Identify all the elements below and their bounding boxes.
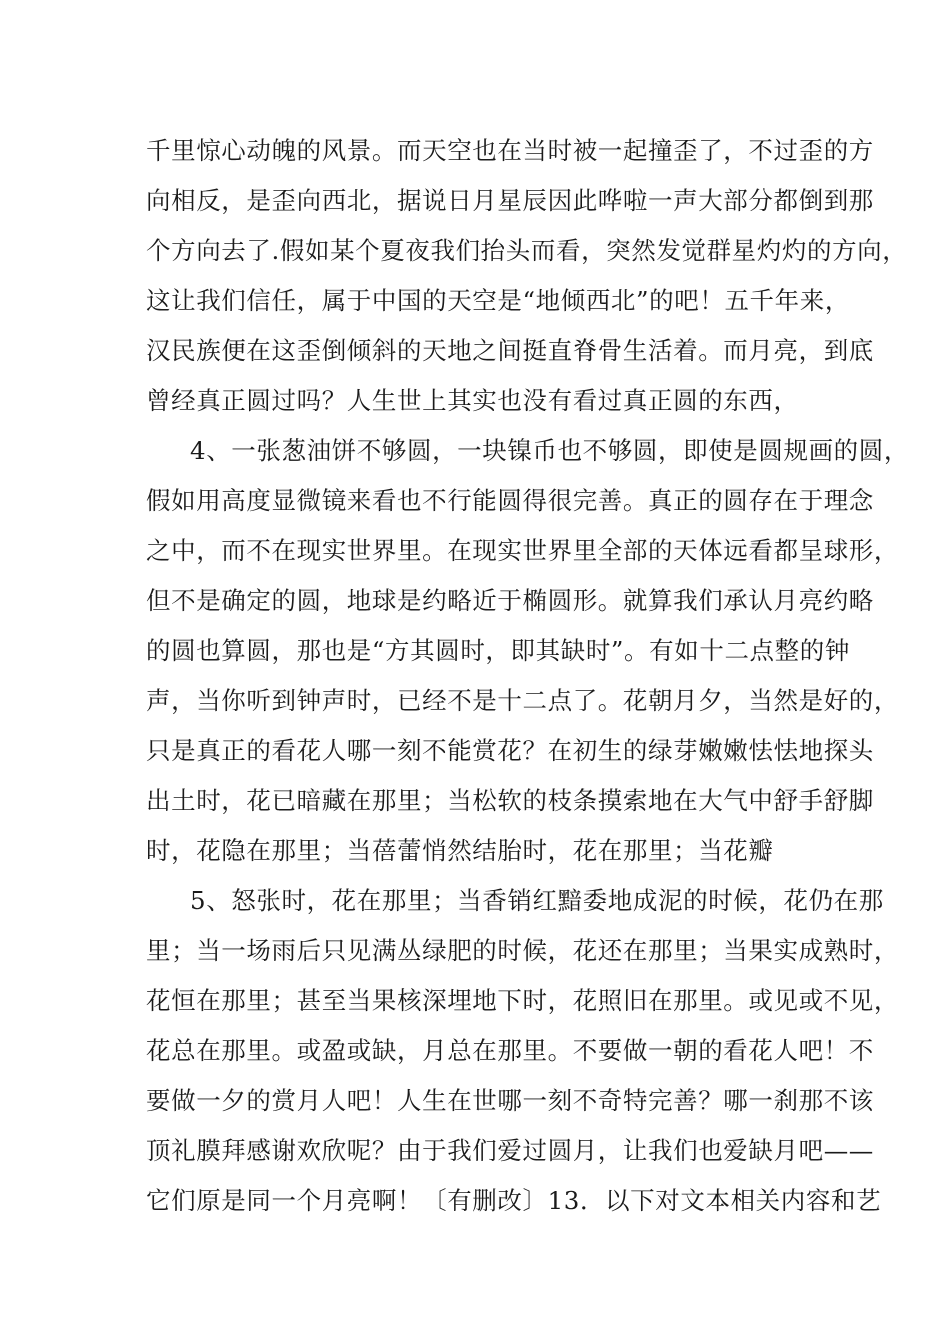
text-line: 汉民族便在这歪倒倾斜的天地之间挺直脊骨生活着。而月亮，到底 (146, 336, 874, 365)
text-line: 的圆也算圆，那也是“方其圆时，即其缺时”。有如十二点整的钟 (146, 636, 850, 665)
text-line: 它们原是同一个月亮啊！〔有删改〕13．以下对文本相关内容和艺 (146, 1186, 882, 1215)
text-line: 假如用高度显微镜来看也不行能圆得很完善。真正的圆存在于理念 (146, 486, 874, 515)
text-line: 花恒在那里；甚至当果核深埋地下时，花照旧在那里。或见或不见， (146, 986, 899, 1015)
text-line: 只是真正的看花人哪一刻不能赏花？在初生的绿芽嫩嫩怯怯地探头 (146, 736, 874, 765)
text-line: 顶礼膜拜感谢欢欣呢？由于我们爱过圆月，让我们也爱缺月吧—— (146, 1136, 874, 1165)
text-line: 花总在那里。或盈或缺，月总在那里。不要做一朝的看花人吧！不 (146, 1036, 874, 1065)
text-line: 里；当一场雨后只见满丛绿肥的时候，花还在那里；当果实成熟时， (146, 936, 899, 965)
text-line: 声，当你听到钟声时，已经不是十二点了。花朝月夕，当然是好的， (146, 686, 899, 715)
text-line: 时，花隐在那里；当蓓蕾悄然结胎时，花在那里；当花瓣 (146, 836, 774, 865)
text-line: 之中，而不在现实世界里。在现实世界里全部的天体远看都呈球形， (146, 536, 899, 565)
text-line: 要做一夕的赏月人吧！人生在世哪一刻不奇特完善？哪一刹那不该 (146, 1086, 874, 1115)
text-line: 千里惊心动魄的风景。而天空也在当时被一起撞歪了，不过歪的方 (146, 136, 874, 165)
text-line: 出土时，花已暗藏在那里；当松软的枝条摸索地在大气中舒手舒脚 (146, 786, 874, 815)
text-line: 这让我们信任，属于中国的天空是“地倾西北”的吧！五千年来， (146, 286, 850, 315)
text-line: 但不是确定的圆，地球是约略近于椭圆形。就算我们承认月亮约略 (146, 586, 874, 615)
text-line: 曾经真正圆过吗？人生世上其实也没有看过真正圆的东西， (146, 386, 799, 415)
paragraph-start-4: 4、一张葱油饼不够圆，一块镍币也不够圆，即使是圆规画的圆， (190, 436, 909, 465)
paragraph-start-5: 5、怒张时，花在那里；当香销红黯委地成泥的时候，花仍在那 (190, 886, 884, 915)
text-line: 向相反，是歪向西北，据说日月星辰因此哗啦一声大部分都倒到那 (146, 186, 874, 215)
text-line: 个方向去了.假如某个夏夜我们抬头而看，突然发觉群星灼灼的方向， (146, 236, 908, 265)
